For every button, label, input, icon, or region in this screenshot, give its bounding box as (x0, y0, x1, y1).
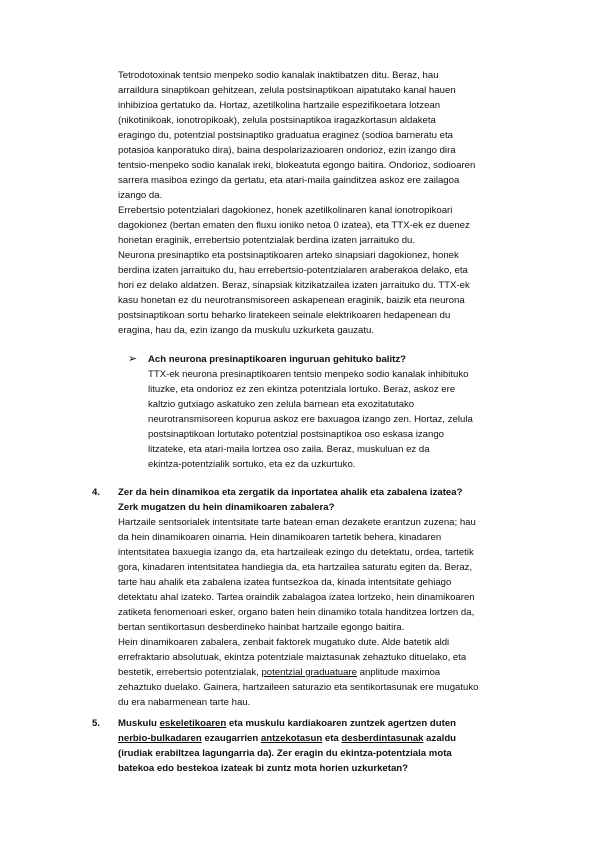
underlined-term: desberdintasunak (341, 733, 424, 744)
text-line: kaltzio gutxiago askatuko zen zelula barnean eta exozitatutako (148, 399, 415, 410)
text-line: izango da. (118, 190, 163, 201)
text-line: eragingo du, potentzial postsinaptiko graduatua eraginez (sodioa barneratu eta (118, 130, 453, 141)
text-line: Hartzaile sentsorialek intentsitate tarte batean eman dezakete erantzun zuzena; hau (118, 517, 476, 528)
text-fragment: eta (322, 733, 342, 744)
text-line: errefraktario absolutuak, ekintza potentziale maiztasunak zehaztuko dituelako, eta (118, 652, 467, 663)
text-line: lituzke, eta ondorioz ez zen ekintza potentziala lortuko. Beraz, askoz ere (148, 384, 456, 395)
text-line: sarrera masiboa ezingo da gertatu, eta atari-maila gainditzea askoz ere zailagoa (118, 175, 460, 186)
text-line: inhibizioa gertatuko da. Hortaz, azetilkolina hartzaile espezifikoetara lotzean (118, 100, 441, 111)
text-line: zatiketa fenomenoari esker, organo baten hein dinamiko totala handitzea lortzen da, (118, 607, 475, 618)
question-4-title (118, 485, 462, 515)
text-fragment: eta muskulu kardiakoaren zuntzek agertzen duten (226, 718, 457, 729)
text-line: tentsio-menpeko sodio kanalak ireki, blokeatuta egongo baitira. Ondorioz, sodioaren (118, 160, 476, 171)
text-line (118, 665, 518, 680)
text-line: Errebertsio potentzialari dagokionez, honek azetilkolinaren kanal ionotropikoari (118, 205, 453, 216)
text-line (118, 716, 456, 731)
text-fragment: Muskulu (118, 718, 160, 729)
text-line: honetan eraginik, errebertsio potentzialak berdina izaten jarraituko du. (118, 235, 416, 246)
text-line: intentsitatea baxuegia izango da, eta hartzaileak ezingo du detektatu, ordea, tartetik (118, 547, 474, 558)
underlined-term: potentzial graduatuare (261, 667, 357, 678)
text-line: dagokionez (bertan ematen den fluxu ioniko netoa 0 izatea), eta TTX-ek ez duenez (118, 220, 470, 231)
text-line: Tetrodotoxinak tentsio menpeko sodio kanalak inaktibatzen ditu. Beraz, hau (118, 70, 439, 81)
text-line: du era nabarmenean tarte hau. (118, 697, 251, 708)
underlined-term: eskeletikoaren (159, 718, 227, 729)
text-fragment: azaldu (423, 733, 457, 744)
bullet-heading: Ach neurona presinaptikoaren inguruan gehituko balitz? (148, 354, 406, 365)
text-line: berdina izaten jarraituko du, hau errebertsio-potentzialaren araberakoa delako, eta (118, 265, 468, 276)
question-4-answer (118, 515, 518, 710)
text-line: detektatu ahal izateko. Tartea oraindik zabalagoa izatea lortzeko, hein dinamikoaren (118, 592, 475, 603)
text-line: TTX-ek neurona presinaptikoaren tentsio menpeko sodio kanalak inhibituko (148, 369, 469, 380)
text-line: hori ez delako aldatzen. Beraz, sinapsiak kitzikatzailea izaten jarraituko du. TTX-ek (118, 280, 470, 291)
text-line: batekoa edo bestekoa izateak bi zuntz mota horien uzkurketan? (118, 763, 409, 774)
text-line: Hein dinamikoaren zabalera, zenbait faktorek mugatuko dute. Alde batetik aldi (118, 637, 450, 648)
text-line: arraildura sinaptikoan gehitzean, zelula postsinaptikoan aipatutako kanal hauen (118, 85, 456, 96)
text-line: potasioa kanporatuko dira), baina despolarizazioaren ondorioz, ezin izango dira (118, 145, 456, 156)
text-line: Zerk mugatzen du hein dinamikoaren zabalera? (118, 502, 335, 513)
bullet-answer (148, 367, 518, 472)
question-number-5: 5. (92, 718, 101, 729)
text-fragment: bestetik, errebertsio potentzialak, (118, 667, 259, 678)
arrow-bullet-icon: ➢ (128, 353, 138, 365)
text-line: (irudiak erabiltzea lagungarria da). Zer eragin du ekintza-potentziala mota (118, 748, 452, 759)
text-fragment: ezaugarrien (201, 733, 261, 744)
text-line: da hein dinamikoaren oinarria. Hein dinamikoaren tartetik behera, kinadaren (118, 532, 442, 543)
text-fragment: anplitude maximoa (356, 667, 441, 678)
text-line: eragina, hau da, ezin izango da muskulu uzkurketa gauzatu. (118, 325, 375, 336)
text-line: zehaztuko duelako. Gainera, hartzaileen saturazio eta sentikortasunak ere mugatuko (118, 682, 479, 693)
underlined-term: nerbio-bulkadaren (118, 733, 202, 744)
underlined-term: antzekotasun (260, 733, 323, 744)
text-line: tarte hau ahalik eta zabalena izatea funtsezkoa da, kinada intentsitate gehiago (118, 577, 452, 588)
question-5-title (118, 716, 456, 776)
text-line: gora, kinadaren intentsitatea handiegia da, eta hartzailea saturatu egiten da. Beraz, (118, 562, 473, 573)
text-line: postsinaptikoan lortutako potentzial postsinaptikoa oso eskasa izango (148, 429, 444, 440)
text-line: Neurona presinaptiko eta postsinaptikoaren arteko sinapsiari dagokionez, honek (118, 250, 459, 261)
text-line: neurotransmisoreen kopurua askoz ere baxuagoa izango zen. Hortaz, zelula (148, 414, 473, 425)
text-line: litzateke, eta atari-maila lortzea oso zaila. Beraz, muskuluan ez da (148, 444, 430, 455)
text-line (118, 731, 456, 746)
text-line: Zer da hein dinamikoa eta zergatik da inportatea ahalik eta zabalena izatea? (118, 487, 463, 498)
text-line: ekintza-potentzialik sortuko, eta ez da uzkurtuko. (148, 459, 356, 470)
text-line: bertan sentikortasun desberdineko hainbat hartzaile egongo baitira. (118, 622, 405, 633)
text-line: kasu honetan ez du neurotransmisoreen askapenean eraginik, baizik eta neurona (118, 295, 465, 306)
text-line: (nikotinikoak, ionotropikoak), zelula postsinaptikoa iragazkortasun aldaketa (118, 115, 436, 126)
text-line: postsinaptikoan sortu beharko liratekeen seinale elektrikoaren hedapenean du (118, 310, 451, 321)
paragraph-ttx-effect (118, 68, 518, 338)
question-number-4: 4. (92, 487, 101, 498)
